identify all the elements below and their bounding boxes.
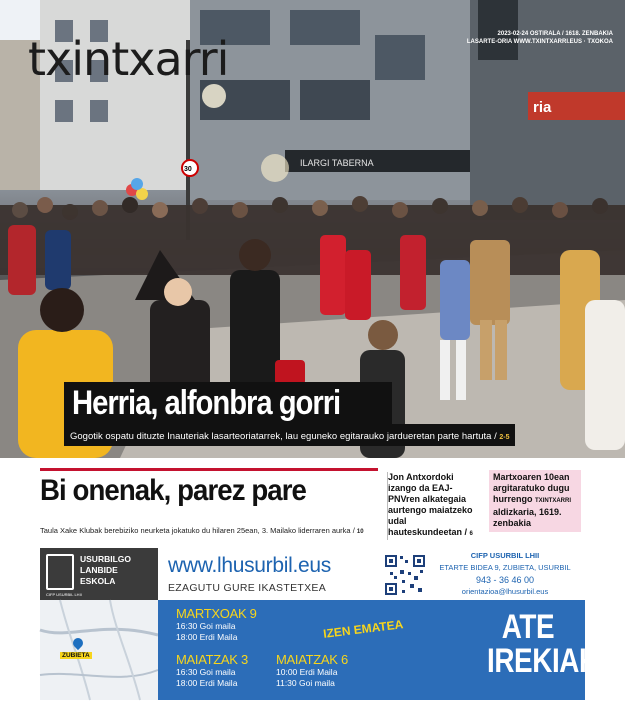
school-logo-block [40,548,158,600]
open-doors-title [487,608,599,680]
school-name-line3: ESKOLA [80,576,116,586]
school-name [80,554,131,587]
issue-date-line: 2023-02-24 OSTIRALA / 1618. ZENBAKIA [497,31,613,37]
session-1-line2: 18:00 Erdi Maila [176,632,238,642]
school-small-name: CIFP USURBIL LHII [46,592,82,597]
masthead-info [467,30,613,46]
main-teaser[interactable] [40,466,378,535]
session-3-line2: 11:30 Goi maila [276,678,335,688]
next-issue-promo[interactable] [489,470,581,532]
contact-email[interactable]: orientazioa@lhusurbil.eus [461,587,549,596]
advert-contact [430,550,580,598]
map-roads [40,600,158,700]
qr-code-icon[interactable] [384,554,426,596]
lead-subheadline-box [64,424,515,446]
school-name-line2: LANBIDE [80,565,118,575]
lead-headline: Herria, alfonbra gorri [72,384,341,422]
side-teaser-page-ref: 6 [469,531,473,537]
promo-line2: aldizkaria, 1619. zenbakia [493,507,562,528]
logo-text: txintxarri [28,32,229,86]
open-doors-line2: IREKIAK [487,642,599,680]
map-label: ZUBIETA [62,652,90,659]
school-name-line1: USURBILGO [80,554,131,564]
contact-head: CIFP USURBIL LHII [470,551,540,560]
enrolment-label: IZEN EMATEA [322,617,405,641]
side-teaser-text: Jon Antxordoki izango da EAJ-PNVren alkategaia aurtengo maiatzeko udal hauteskundeetan [388,472,473,537]
fingerprint-icon [46,554,74,590]
shop-sign-text: ILARGI TABERNA [300,158,374,168]
open-doors-line1: ATE [501,608,555,646]
session-1-line1: 16:30 Goi maila [176,621,236,631]
advert-left-panel [40,548,158,700]
open-days-panel [158,600,599,700]
advert-visit: EZAGUTU GURE IKASTETXEA [168,582,327,594]
lead-subheadline: Gogotik ospatu dituzte Inauteriak lasarteoriatarrek, lau eguneko egitarauko jardueretan parte hartuta / 2-5 [70,431,510,442]
promo-line1: Martxoaren 10ean argitaratuko dugu hurrengo [493,472,570,504]
contact-phone[interactable]: 943 - 36 46 00 [475,575,535,585]
session-2 [176,652,248,689]
session-3 [276,652,348,689]
advert-url[interactable]: www.lhusurbil.eus [168,554,331,577]
masthead-logo[interactable] [28,32,228,86]
session-2-line2: 18:00 Erdi Maila [176,678,238,688]
promo-brand: TXINTXARRI [535,498,572,504]
school-advert[interactable] [40,548,599,700]
lead-subheadline-text: Gogotik ospatu dituzte Inauteriak lasarteoriatarrek, lau eguneko egitarauko jardueretan parte hartuta [70,431,492,442]
side-teaser[interactable]: Jon Antxordoki izango da EAJ-PNVren alkategaia aurtengo maiatzeko udal hauteskundeetan / 6 [387,472,479,540]
session-1 [176,606,257,643]
session-1-date: MARTXOAK 9 [176,606,257,621]
web-line: LASARTE-ORIA WWW.TXINTXARRI.EUS · TXOKOA [466,39,613,45]
lead-headline-box[interactable] [64,382,392,427]
session-2-line1: 16:30 Goi maila [176,667,236,677]
main-teaser-page-ref: 10 [356,529,364,535]
contact-address: ETARTE BIDEA 9, ZUBIETA, USURBIL [439,563,571,572]
session-3-line1: 10:00 Erdi Maila [276,667,338,677]
session-3-date: MAIATZAK 6 [276,652,348,667]
main-teaser-sub-text: Taula Xake Klubak berebiziko neurketa jokatuko du hilaren 25ean, 3. Mailako liderraren aurka [40,526,351,535]
location-map [40,600,158,700]
session-2-date: MAIATZAK 3 [176,652,248,667]
speed-sign-text: 30 [184,166,192,173]
lead-page-ref: 2-5 [499,434,510,441]
main-teaser-title: Bi onenak, parez pare [40,474,306,507]
advert-top [158,548,585,600]
bank-sign-text: ria [533,99,552,116]
main-teaser-sub: Taula Xake Klubak berebiziko neurketa jokatuko du hilaren 25ean, 3. Mailako liderraren aurka / 10 [40,526,364,535]
